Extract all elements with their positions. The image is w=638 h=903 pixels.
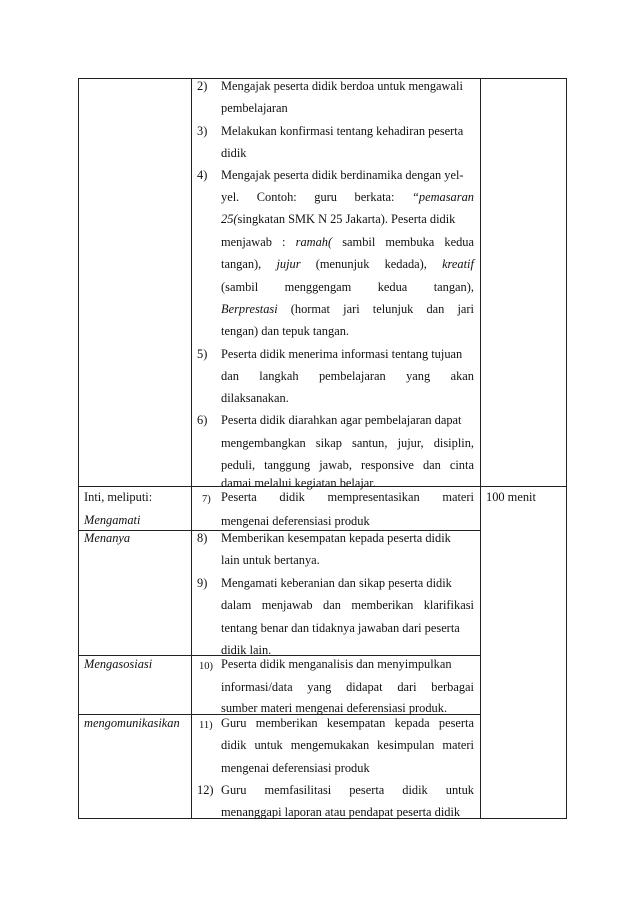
mengasosiasi-label: Mengasosiasi xyxy=(84,657,153,671)
list-item-line: Peserta didik menerima informasi tentang tujuan xyxy=(221,347,463,361)
list-item-line: mengenai deferensiasi produk xyxy=(221,514,370,528)
list-item-line: menjawab : ramah( sambil membuka kedua xyxy=(221,235,474,249)
list-item-line: didik untuk mengemukakan kesimpulan materi xyxy=(221,738,474,752)
list-item-line: didik lain. xyxy=(221,643,272,657)
list-item-line: mengembangkan sikap santun, jujur, disiplin, xyxy=(221,436,474,450)
list-item-number: 3) xyxy=(197,124,208,138)
list-item-line: Memberikan kesempatan kepada peserta didik xyxy=(221,531,451,545)
list-item-number: 6) xyxy=(197,413,208,427)
list-item-line: yel. Contoh: guru berkata: “pemasaran xyxy=(221,190,474,204)
list-item-line: Melakukan konfirmasi tentang kehadiran peserta xyxy=(221,124,464,138)
list-item-line: tangan), jujur (menunjuk kedada), kreatif xyxy=(221,257,474,271)
list-item-line: dan langkah pembelajaran yang akan xyxy=(221,369,474,383)
list-item-line: peduli, tanggung jawab, responsive dan cinta xyxy=(221,458,474,472)
list-item-line: Peserta didik menganalisis dan menyimpulkan xyxy=(221,657,452,671)
list-item-line: Peserta didik diarahkan agar pembelajaran dapat xyxy=(221,413,462,427)
list-item-number: 11) xyxy=(199,720,213,731)
list-item-number: 8) xyxy=(197,531,208,545)
row-divider-mengasosiasi xyxy=(78,655,481,656)
list-item-line: Mengamati keberanian dan sikap peserta didik xyxy=(221,576,452,590)
mengomunikasikan-label: mengomunikasikan xyxy=(84,716,180,730)
list-item-number: 12) xyxy=(197,783,214,797)
column-divider-2 xyxy=(480,78,481,819)
list-item-line: Berprestasi (hormat jari telunjuk dan jari xyxy=(221,302,474,316)
list-item-line: Guru memfasilitasi peserta didik untuk xyxy=(221,783,474,797)
inti-label: Inti, meliputi: xyxy=(84,490,153,504)
list-item-number: 5) xyxy=(197,347,208,361)
list-item-line: (sambil menggengam kedua tangan), xyxy=(221,280,474,294)
list-item-line: lain untuk bertanya. xyxy=(221,553,320,567)
list-item-line: Mengajak peserta didik berdinamika dengan yel- xyxy=(221,168,464,182)
table-border-left xyxy=(78,78,79,819)
list-item-line: tentang benar dan tidaknya jawaban dari peserta xyxy=(221,621,460,635)
list-item-line: menanggapi laporan atau pendapat peserta didik xyxy=(221,805,461,819)
table-border-right xyxy=(566,78,567,819)
list-item-line: dalam menjawab dan memberikan klarifikasi xyxy=(221,598,474,612)
list-item-line: mengenai deferensiasi produk xyxy=(221,761,370,775)
list-item-line: dilaksanakan. xyxy=(221,391,289,405)
list-item-number: 7) xyxy=(202,494,211,505)
duration-text: 100 menit xyxy=(486,490,536,504)
list-item-line: informasi/data yang didapat dari berbagai xyxy=(221,680,474,694)
list-item-line: Peserta didik mempresentasikan materi xyxy=(221,490,474,504)
list-item-number: 2) xyxy=(197,79,208,93)
list-item-line: pembelajaran xyxy=(221,101,288,115)
list-item-number: 10) xyxy=(199,661,213,672)
mengamati-label: Mengamati xyxy=(84,513,141,527)
column-divider-1 xyxy=(191,78,192,819)
list-item-line: damai melalui kegiatan belajar. xyxy=(221,476,376,490)
list-item-line: Mengajak peserta didik berdoa untuk mengawali xyxy=(221,79,463,93)
menanya-label: Menanya xyxy=(84,531,131,545)
list-item-line: sumber materi mengenai deferensiasi produk. xyxy=(221,701,448,715)
list-item-number: 4) xyxy=(197,168,208,182)
list-item-line: 25(singkatan SMK N 25 Jakarta). Peserta didik xyxy=(221,212,456,226)
list-item-line: tengan) dan tepuk tangan. xyxy=(221,324,349,338)
list-item-number: 9) xyxy=(197,576,208,590)
list-item-line: Guru memberikan kesempatan kepada peserta xyxy=(221,716,474,730)
list-item-line: didik xyxy=(221,146,247,160)
